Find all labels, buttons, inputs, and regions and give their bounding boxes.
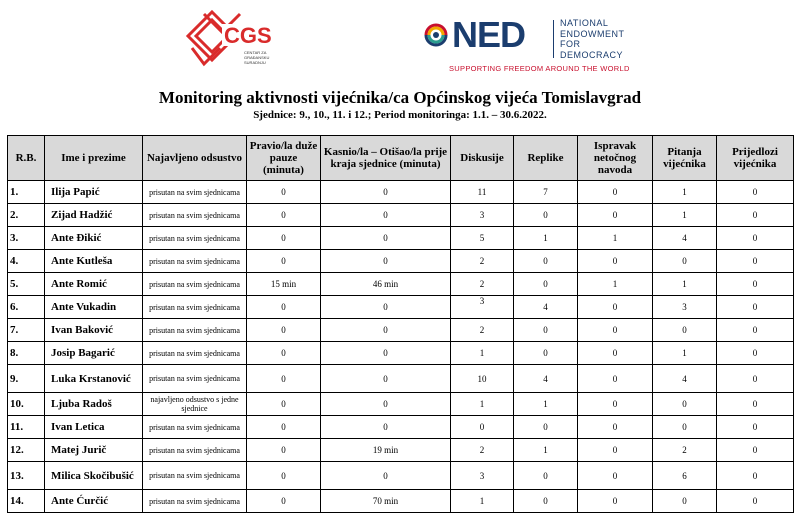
- cell-absence: prisutan na svim sjednicama: [143, 181, 247, 204]
- cell-discussions: 1: [451, 393, 514, 416]
- cell-rb: 7.: [8, 319, 45, 342]
- cell-discussions: 11: [451, 181, 514, 204]
- cell-rb: 4.: [8, 250, 45, 273]
- cell-pauses: 0: [247, 393, 321, 416]
- header-questions: Pitanja vijećnika: [653, 136, 717, 181]
- cell-discussions: 2: [451, 250, 514, 273]
- table-row: [8, 181, 794, 204]
- cell-pauses: 0: [247, 416, 321, 439]
- cell-replies: 0: [514, 273, 578, 296]
- cell-discussions: 2: [451, 439, 514, 462]
- cell-replies: 0: [514, 342, 578, 365]
- cell-replies: 0: [514, 490, 578, 513]
- cell-rb: 9.: [8, 365, 45, 393]
- cgs-caption: CENTAR ZA GRAĐANSKU SURADNJU: [244, 50, 270, 65]
- cell-name: Luka Krstanović: [45, 365, 143, 393]
- cell-late-early: 0: [321, 181, 451, 204]
- cell-name: Milica Skočibušić: [45, 462, 143, 490]
- cell-corrections: 0: [578, 393, 653, 416]
- cell-questions: 0: [653, 393, 717, 416]
- cell-proposals: 0: [717, 204, 794, 227]
- cell-absence: prisutan na svim sjednicama: [143, 227, 247, 250]
- cell-name: Ante Ćurčić: [45, 490, 143, 513]
- cell-rb: 14.: [8, 490, 45, 513]
- cell-absence: prisutan na svim sjednicama: [143, 439, 247, 462]
- cell-rb: 1.: [8, 181, 45, 204]
- cell-questions: 0: [653, 416, 717, 439]
- cell-pauses: 0: [247, 342, 321, 365]
- cell-name: Ante Kutleša: [45, 250, 143, 273]
- cell-late-early: 0: [321, 319, 451, 342]
- cell-discussions: 2: [451, 319, 514, 342]
- header-rb: R.B.: [8, 136, 45, 181]
- cell-discussions: 1: [451, 490, 514, 513]
- cell-corrections: 0: [578, 365, 653, 393]
- cgs-logo-text: CGS: [224, 23, 272, 48]
- cell-absence: najavljeno odsustvo s jedne sjednice: [143, 393, 247, 416]
- cell-rb: 5.: [8, 273, 45, 296]
- cell-name: Josip Bagarić: [45, 342, 143, 365]
- cell-replies: 0: [514, 204, 578, 227]
- cell-absence: prisutan na svim sjednicama: [143, 490, 247, 513]
- cell-corrections: 0: [578, 416, 653, 439]
- table-row: [8, 416, 794, 439]
- cell-late-early: 70 min: [321, 490, 451, 513]
- monitoring-table: [7, 135, 794, 513]
- cell-rb: 2.: [8, 204, 45, 227]
- header-corrections: Ispravak netočnog navoda: [578, 136, 653, 181]
- cell-rb: 13.: [8, 462, 45, 490]
- cell-name: Ante Đikić: [45, 227, 143, 250]
- cell-absence: prisutan na svim sjednicama: [143, 365, 247, 393]
- cell-replies: 1: [514, 439, 578, 462]
- page-subtitle: Sjednice: 9., 10., 11. i 12.; Period monitoringa: 1.1. – 30.6.2022.: [253, 109, 547, 121]
- table-row: [8, 490, 794, 513]
- ned-logo-mark: [423, 22, 449, 48]
- cell-late-early: 0: [321, 393, 451, 416]
- cell-absence: prisutan na svim sjednicama: [143, 342, 247, 365]
- cell-pauses: 0: [247, 250, 321, 273]
- cell-rb: 8.: [8, 342, 45, 365]
- cell-discussions: 3: [451, 296, 514, 319]
- cell-proposals: 0: [717, 462, 794, 490]
- table-row: [8, 273, 794, 296]
- cell-replies: 0: [514, 416, 578, 439]
- cell-corrections: 0: [578, 250, 653, 273]
- cell-late-early: 0: [321, 296, 451, 319]
- cell-rb: 3.: [8, 227, 45, 250]
- cell-corrections: 0: [578, 462, 653, 490]
- cell-late-early: 0: [321, 342, 451, 365]
- cell-absence: prisutan na svim sjednicama: [143, 462, 247, 490]
- cell-discussions: 5: [451, 227, 514, 250]
- cell-proposals: 0: [717, 181, 794, 204]
- cell-late-early: 0: [321, 365, 451, 393]
- cell-replies: 4: [514, 365, 578, 393]
- cell-pauses: 0: [247, 319, 321, 342]
- cell-name: Ljuba Radoš: [45, 393, 143, 416]
- cell-name: Ante Vukadin: [45, 296, 143, 319]
- cell-proposals: 0: [717, 250, 794, 273]
- cell-replies: 1: [514, 393, 578, 416]
- cell-corrections: 0: [578, 490, 653, 513]
- cell-proposals: 0: [717, 296, 794, 319]
- cell-questions: 0: [653, 250, 717, 273]
- cell-proposals: 0: [717, 365, 794, 393]
- cell-pauses: 0: [247, 181, 321, 204]
- cell-name: Ilija Papić: [45, 181, 143, 204]
- cell-name: Zijad Hadžić: [45, 204, 143, 227]
- cell-discussions: 0: [451, 416, 514, 439]
- cell-proposals: 0: [717, 416, 794, 439]
- cell-pauses: 0: [247, 227, 321, 250]
- cell-questions: 1: [653, 273, 717, 296]
- cell-pauses: 0: [247, 204, 321, 227]
- cell-late-early: 46 min: [321, 273, 451, 296]
- cell-discussions: 3: [451, 462, 514, 490]
- header-late-early: Kasnio/la – Otišao/la prije kraja sjednice (minuta): [321, 136, 451, 181]
- cell-pauses: 0: [247, 439, 321, 462]
- cell-corrections: 0: [578, 439, 653, 462]
- cell-corrections: 0: [578, 342, 653, 365]
- cell-corrections: 0: [578, 204, 653, 227]
- ned-divider: [553, 20, 554, 58]
- cell-late-early: 0: [321, 462, 451, 490]
- table-row: [8, 204, 794, 227]
- cell-absence: prisutan na svim sjednicama: [143, 250, 247, 273]
- cell-pauses: 0: [247, 296, 321, 319]
- header-pauses: Pravio/la duže pauze (minuta): [247, 136, 321, 181]
- cell-questions: 6: [653, 462, 717, 490]
- cell-corrections: 0: [578, 296, 653, 319]
- cell-pauses: 0: [247, 462, 321, 490]
- cell-questions: 4: [653, 227, 717, 250]
- cell-name: Matej Jurič: [45, 439, 143, 462]
- header-discussions: Diskusije: [451, 136, 514, 181]
- table-row: [8, 250, 794, 273]
- ned-logo-text: NED: [452, 14, 526, 55]
- cell-absence: prisutan na svim sjednicama: [143, 319, 247, 342]
- cell-discussions: 10: [451, 365, 514, 393]
- cell-proposals: 0: [717, 342, 794, 365]
- header-replies: Replike: [514, 136, 578, 181]
- header-proposals: Prijedlozi vijećnika: [717, 136, 794, 181]
- cell-replies: 0: [514, 250, 578, 273]
- ned-tagline: SUPPORTING FREEDOM AROUND THE WORLD: [449, 64, 630, 73]
- table-row: [8, 227, 794, 250]
- header-absence: Najavljeno odsustvo: [143, 136, 247, 181]
- table-row: [8, 296, 794, 319]
- cell-rb: 6.: [8, 296, 45, 319]
- header-name: Ime i prezime: [45, 136, 143, 181]
- page-title: Monitoring aktivnosti vijećnika/ca Općinskog vijeća Tomislavgrad: [158, 88, 642, 107]
- cell-late-early: 19 min: [321, 439, 451, 462]
- cell-questions: 4: [653, 365, 717, 393]
- cell-late-early: 0: [321, 204, 451, 227]
- cell-replies: 4: [514, 296, 578, 319]
- cell-pauses: 0: [247, 365, 321, 393]
- cell-absence: prisutan na svim sjednicama: [143, 416, 247, 439]
- cell-questions: 0: [653, 490, 717, 513]
- cell-name: Ivan Baković: [45, 319, 143, 342]
- cell-questions: 3: [653, 296, 717, 319]
- cell-proposals: 0: [717, 393, 794, 416]
- cell-absence: prisutan na svim sjednicama: [143, 204, 247, 227]
- cell-rb: 10.: [8, 393, 45, 416]
- cell-proposals: 0: [717, 490, 794, 513]
- cell-questions: 1: [653, 342, 717, 365]
- cell-proposals: 0: [717, 439, 794, 462]
- cell-replies: 1: [514, 227, 578, 250]
- cell-proposals: 0: [717, 227, 794, 250]
- table-row: [8, 365, 794, 393]
- cell-rb: 12.: [8, 439, 45, 462]
- table-row: [8, 462, 794, 490]
- cell-questions: 1: [653, 204, 717, 227]
- cell-discussions: 3: [451, 204, 514, 227]
- cell-pauses: 15 min: [247, 273, 321, 296]
- cell-replies: 0: [514, 462, 578, 490]
- cell-absence: prisutan na svim sjednicama: [143, 273, 247, 296]
- cell-replies: 0: [514, 319, 578, 342]
- cell-corrections: 0: [578, 319, 653, 342]
- cell-discussions: 2: [451, 273, 514, 296]
- cell-name: Ivan Letica: [45, 416, 143, 439]
- cell-questions: 0: [653, 319, 717, 342]
- cell-name: Ante Romić: [45, 273, 143, 296]
- cell-pauses: 0: [247, 490, 321, 513]
- table-row: [8, 319, 794, 342]
- cell-corrections: 1: [578, 227, 653, 250]
- cell-proposals: 0: [717, 319, 794, 342]
- cell-questions: 2: [653, 439, 717, 462]
- cell-late-early: 0: [321, 250, 451, 273]
- cell-proposals: 0: [717, 273, 794, 296]
- cell-corrections: 0: [578, 181, 653, 204]
- cell-absence: prisutan na svim sjednicama: [143, 296, 247, 319]
- cell-corrections: 1: [578, 273, 653, 296]
- table-row: [8, 439, 794, 462]
- cell-replies: 7: [514, 181, 578, 204]
- table-row: [8, 393, 794, 416]
- cell-late-early: 0: [321, 227, 451, 250]
- cell-rb: 11.: [8, 416, 45, 439]
- cell-discussions: 1: [451, 342, 514, 365]
- ned-full-name: NATIONAL ENDOWMENT FOR DEMOCRACY: [560, 18, 625, 60]
- table-row: [8, 342, 794, 365]
- table-header-row: [8, 136, 794, 181]
- cell-late-early: 0: [321, 416, 451, 439]
- cell-questions: 1: [653, 181, 717, 204]
